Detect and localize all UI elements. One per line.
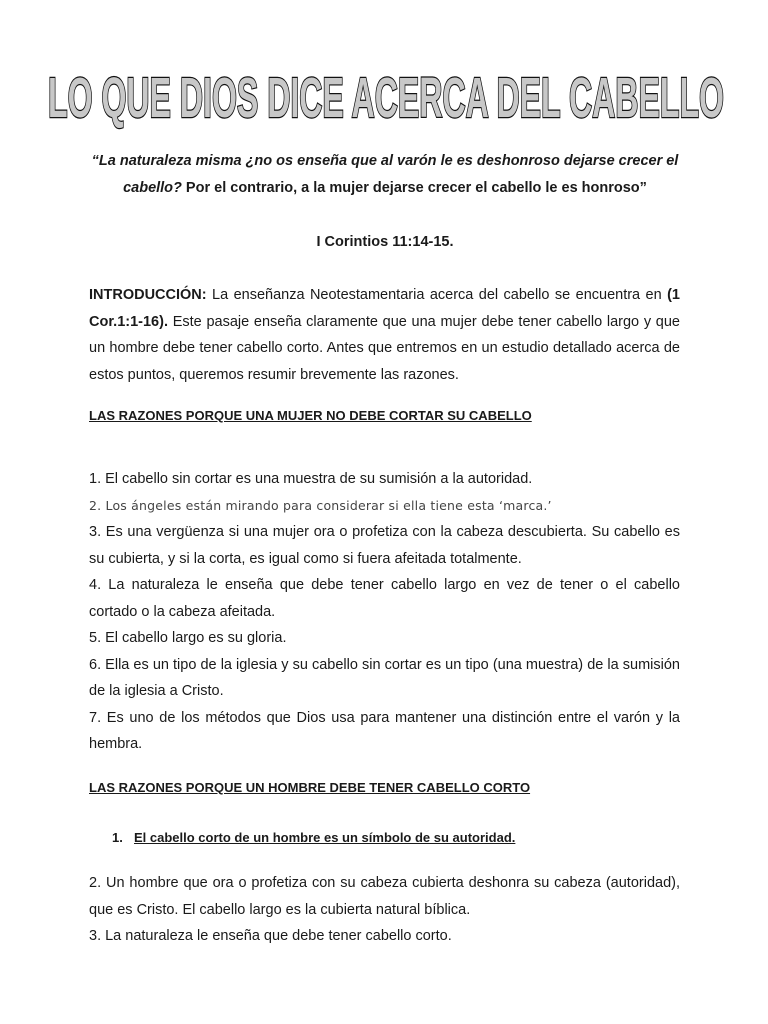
list-item-text: El cabello corto de un hombre es un símbolo de su autoridad. xyxy=(134,830,516,845)
intro-label: INTRODUCCIÓN: xyxy=(89,287,207,303)
intro-text-2: Este pasaje enseña claramente que una mujer debe tener cabello largo y que un hombre debe tener cabello corto. Antes que entremos en un estudio detallado acerca de estos puntos, queremos resumir brevemente las razones. xyxy=(89,313,680,383)
women-section-heading: LAS RAZONES PORQUE UNA MUJER NO DEBE CORTAR SU CABELLO xyxy=(89,408,532,423)
intro-text-1: La enseñanza Neotestamentaria acerca del cabello se encuentra en xyxy=(206,287,668,303)
title-graphic xyxy=(0,62,768,134)
men-section-heading: LAS RAZONES PORQUE UN HOMBRE DEBE TENER CABELLO CORTO xyxy=(89,780,531,795)
list-item: 7. Es uno de los métodos que Dios usa para mantener una distinción entre el varón y la hembra. xyxy=(89,709,680,752)
women-reasons-list xyxy=(89,466,680,758)
quote-reference: I Corintios 11:14-15. xyxy=(316,234,454,250)
intro-ref: (1 Cor.1:1-16). xyxy=(89,287,680,330)
epigraph-quote xyxy=(90,148,680,202)
title-text: LO QUE DIOS DICE ACERCA DEL CABELLO xyxy=(48,66,725,130)
list-item: 2. Un hombre que ora o profetiza con su cabeza cubierta deshonra su cabeza (autoridad), que es Cristo. El cabello largo es la cubierta natural bíblica. xyxy=(89,875,680,918)
quote-italic: “La naturaleza misma ¿no os enseña que al varón le es deshonroso dejarse crecer el cabello? xyxy=(91,153,679,196)
men-first-reason xyxy=(112,828,515,848)
list-item: 4. La naturaleza le enseña que debe tener cabello largo en vez de tener o el cabello cortado o la cabeza afeitada. xyxy=(89,577,680,620)
list-item: 5. El cabello largo es su gloria. xyxy=(89,630,287,646)
list-item: 1. El cabello sin cortar es una muestra de su sumisión a la autoridad. xyxy=(89,471,533,487)
list-item: 2. Los ángeles están mirando para considerar si ella tiene esta ‘marca.’ xyxy=(89,497,552,513)
list-number: 1. xyxy=(112,830,123,845)
list-item: 3. Es una vergüenza si una mujer ora o profetiza con la cabeza descubierta. Su cabello es su cubierta, y si la corta, es igual como si fuera afeitada totalmente. xyxy=(89,524,680,567)
men-reasons-list xyxy=(89,870,680,950)
quote-regular: Por el contrario, a la mujer dejarse crecer el cabello le es honroso” xyxy=(181,180,647,196)
list-item: 6. Ella es un tipo de la iglesia y su cabello sin cortar es un tipo (una muestra) de la sumisión de la iglesia a Cristo. xyxy=(89,656,680,699)
page-title xyxy=(0,62,768,134)
list-item: 3. La naturaleza le enseña que debe tener cabello corto. xyxy=(89,928,452,944)
introduction-paragraph xyxy=(89,282,680,388)
